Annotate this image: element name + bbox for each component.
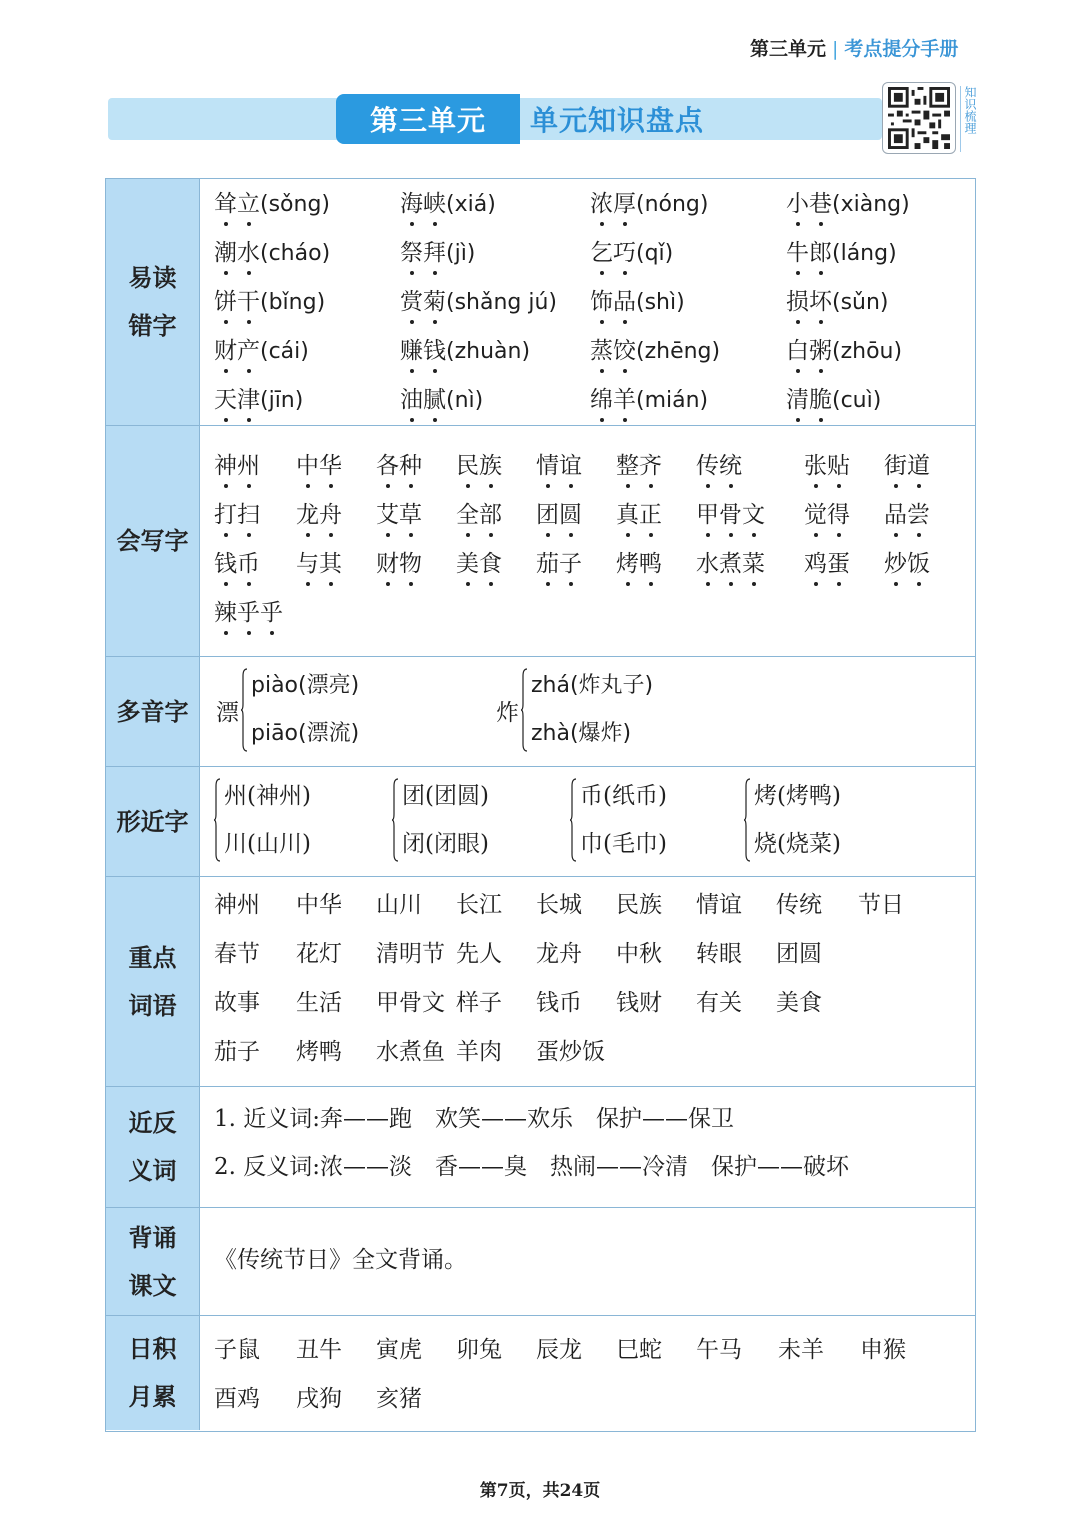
- term: 中华: [296, 892, 342, 918]
- term: [804, 491, 850, 539]
- label-line: 易读: [128, 264, 177, 292]
- term-text: 小巷(xiàng): [786, 191, 910, 217]
- section-beisong: [106, 1208, 975, 1316]
- term-text: 蒸饺(zhēng): [590, 338, 720, 364]
- similar-char: 川(山川): [224, 831, 311, 857]
- section-rijiyuelei: [106, 1316, 975, 1430]
- section-xingjin: [106, 767, 975, 877]
- term-text: 潮水(cháo): [214, 240, 330, 266]
- term-text: 赏菊(shǎng jú): [400, 289, 557, 315]
- recite-text: 《传统节日》全文背诵。: [214, 1247, 467, 1273]
- term: [536, 442, 582, 490]
- term: 有关: [696, 990, 742, 1016]
- huixie-content: [200, 426, 975, 656]
- term: [590, 376, 708, 424]
- term: 民族: [616, 892, 662, 918]
- term: [786, 180, 910, 228]
- similar-char: 币(纸币): [580, 783, 667, 809]
- label-line: 形近字: [116, 807, 189, 836]
- term: [590, 180, 708, 228]
- term-text: 情谊: [536, 453, 582, 479]
- term: [400, 229, 475, 277]
- header-separator: |: [832, 38, 839, 60]
- duoyin-content: [200, 657, 975, 766]
- term: 情谊: [696, 892, 742, 918]
- term-text: 水煮菜: [696, 551, 765, 577]
- beisong-content: [200, 1208, 975, 1315]
- term: 样子: [456, 990, 502, 1016]
- term: 甲骨文: [376, 990, 445, 1016]
- term-text: 打扫: [214, 502, 260, 528]
- term-text: 张贴: [804, 453, 850, 479]
- term: [400, 278, 557, 326]
- term-text: 街道: [884, 453, 930, 479]
- term: 卯兔: [456, 1337, 502, 1363]
- section-label: [106, 1087, 200, 1207]
- handbook-title: 考点提分手册: [844, 38, 959, 60]
- term: 辰龙: [536, 1337, 582, 1363]
- reading: piào(漂亮): [251, 673, 360, 698]
- reading: zhà(爆炸): [531, 721, 632, 746]
- label-line: 多音字: [116, 697, 189, 726]
- term: 团圆: [776, 941, 822, 967]
- term: [590, 327, 720, 375]
- label-line: 近反: [128, 1109, 177, 1137]
- similar-char-group: [214, 771, 311, 869]
- term: 生活: [296, 990, 342, 1016]
- term: 长城: [536, 892, 582, 918]
- term-text: 中华: [296, 453, 342, 479]
- term: 未羊: [778, 1337, 824, 1363]
- term: 茄子: [214, 1039, 260, 1065]
- term: 花灯: [296, 941, 342, 967]
- brace-icon: [570, 778, 577, 862]
- term-text: 饰品(shì): [590, 289, 685, 315]
- section-jinfan: [106, 1087, 975, 1208]
- term: 美食: [776, 990, 822, 1016]
- term: [616, 540, 662, 588]
- term: [296, 491, 342, 539]
- term-text: 牛郎(láng): [786, 240, 897, 266]
- label-line: 会写字: [116, 527, 189, 555]
- label-line: 背诵: [128, 1223, 177, 1252]
- term-text: 祭拜(jì): [400, 240, 475, 266]
- term: [456, 442, 502, 490]
- term-text: 饼干(bǐng): [214, 289, 325, 315]
- term: 节日: [858, 892, 904, 918]
- term: [696, 442, 742, 490]
- similar-char: 巾(毛巾): [580, 831, 667, 857]
- term: 钱币: [536, 990, 582, 1016]
- term-text: 艾草: [376, 502, 422, 528]
- term: [214, 491, 260, 539]
- term: 水煮鱼: [376, 1039, 445, 1065]
- qr-label: 知识梳理: [960, 86, 977, 152]
- yidu-content: [200, 179, 975, 425]
- label-line: 课文: [128, 1271, 177, 1300]
- label-line: 月累: [128, 1383, 177, 1411]
- term: 先人: [456, 941, 502, 967]
- term: [400, 327, 530, 375]
- term: [456, 491, 502, 539]
- term: [400, 180, 496, 228]
- term-text: 龙舟: [296, 502, 342, 528]
- term-text: 炒饭: [884, 551, 930, 577]
- term: 蛋炒饭: [536, 1039, 605, 1065]
- section-label: [106, 426, 200, 656]
- term-text: 损坏(sǔn): [786, 289, 889, 315]
- term: [884, 491, 930, 539]
- polyphone-char: 漂: [216, 699, 239, 726]
- term: [214, 278, 325, 326]
- term: 寅虎: [376, 1337, 422, 1363]
- polyphone-group: [216, 661, 359, 759]
- reading: zhá(炸丸子): [531, 673, 654, 698]
- synonym-line: 1. 近义词:奔——跑 欢笑——欢乐 保护——保卫: [214, 1106, 735, 1132]
- term: 戌狗: [296, 1386, 342, 1412]
- label-line: 错字: [128, 312, 177, 340]
- term-text: 赚钱(zhuàn): [400, 338, 530, 364]
- brace-icon: [214, 778, 221, 862]
- term: 春节: [214, 941, 260, 967]
- section-label: [106, 179, 200, 425]
- term: 传统: [776, 892, 822, 918]
- term: [456, 540, 502, 588]
- term-text: 鸡蛋: [804, 551, 850, 577]
- section-yidu: [106, 179, 975, 426]
- term: [590, 229, 673, 277]
- polyphone-group: [496, 661, 653, 759]
- section-huixie: [106, 426, 975, 657]
- similar-char: 烤(烤鸭): [754, 783, 841, 809]
- term-text: 耸立(sǒng): [214, 191, 330, 217]
- similar-char-group: [570, 771, 667, 869]
- polyphone-char: 炸: [496, 699, 519, 726]
- qr-code-icon[interactable]: [882, 82, 956, 154]
- term: 钱财: [616, 990, 662, 1016]
- term: [214, 180, 330, 228]
- term-text: 与其: [296, 551, 342, 577]
- brace-icon: [744, 778, 751, 862]
- term: 申猴: [860, 1337, 906, 1363]
- term: [696, 540, 765, 588]
- term-text: 财产(cái): [214, 338, 309, 364]
- term-text: 清脆(cuì): [786, 387, 881, 413]
- term: 清明节: [376, 941, 445, 967]
- term-text: 茄子: [536, 551, 582, 577]
- term: 故事: [214, 990, 260, 1016]
- term: [804, 442, 850, 490]
- term-text: 油腻(nì): [400, 387, 483, 413]
- term: 烤鸭: [296, 1039, 342, 1065]
- similar-char-group: [392, 771, 489, 869]
- term: [376, 491, 422, 539]
- section-label: [106, 767, 200, 876]
- rijiyuelei-content: [200, 1316, 975, 1430]
- term-text: 全部: [456, 502, 502, 528]
- term: 子鼠: [214, 1337, 260, 1363]
- term-text: 品尝: [884, 502, 930, 528]
- term: [884, 540, 930, 588]
- jinfan-content: [200, 1087, 975, 1207]
- term: 丑牛: [296, 1337, 342, 1363]
- similar-char: 团(团圆): [402, 783, 489, 809]
- term-text: 乞巧(qǐ): [590, 240, 673, 266]
- term-text: 传统: [696, 453, 742, 479]
- knowledge-table: [105, 178, 976, 1432]
- term-text: 辣乎乎: [214, 600, 283, 626]
- term: [804, 540, 850, 588]
- term: [536, 491, 582, 539]
- label-line: 重点: [128, 943, 177, 972]
- unit-title: 第三单元: [750, 38, 827, 60]
- term: [590, 278, 685, 326]
- term: 羊肉: [456, 1039, 502, 1065]
- banner-unit: 第三单元: [336, 94, 520, 144]
- similar-char: 州(神州): [224, 783, 311, 809]
- term: [696, 491, 765, 539]
- term-text: 绵羊(mián): [590, 387, 708, 413]
- term: 山川: [376, 892, 422, 918]
- section-label: [106, 1208, 200, 1315]
- section-zhongdian: [106, 877, 975, 1087]
- zhongdian-content: [200, 877, 975, 1086]
- polyphone-readings: [531, 662, 653, 758]
- term: [376, 540, 422, 588]
- similar-char: 烧(烧菜): [754, 831, 841, 857]
- section-duoyin: [106, 657, 975, 767]
- brace-icon: [392, 778, 399, 862]
- similar-char: 闭(闭眼): [402, 831, 489, 857]
- term: [616, 442, 662, 490]
- term: [376, 442, 422, 490]
- polyphone-readings: [251, 662, 359, 758]
- term: [296, 540, 342, 588]
- brace-icon: [521, 668, 528, 752]
- term: [296, 442, 342, 490]
- term-text: 觉得: [804, 502, 850, 528]
- label-line: 词语: [128, 991, 177, 1020]
- section-label: [106, 877, 200, 1086]
- term: [884, 442, 930, 490]
- term-text: 白粥(zhōu): [786, 338, 902, 364]
- xingjin-content: [200, 767, 975, 876]
- term-text: 整齐: [616, 453, 662, 479]
- term-text: 美食: [456, 551, 502, 577]
- term: 长江: [456, 892, 502, 918]
- term-text: 团圆: [536, 502, 582, 528]
- term-text: 天津(jīn): [214, 387, 303, 413]
- label-line: 日积: [128, 1335, 177, 1363]
- section-label: [106, 657, 200, 766]
- term: [214, 229, 330, 277]
- term-text: 烤鸭: [616, 551, 662, 577]
- term: [214, 376, 303, 424]
- term: [214, 442, 260, 490]
- handbook-header: [750, 34, 958, 61]
- banner-title: 单元知识盘点: [530, 104, 705, 137]
- term: [214, 327, 309, 375]
- similar-char-group: [744, 771, 841, 869]
- term-text: 海峡(xiá): [400, 191, 496, 217]
- term-text: 甲骨文: [696, 502, 765, 528]
- term-text: 财物: [376, 551, 422, 577]
- term: [536, 540, 582, 588]
- term-text: 神州: [214, 453, 260, 479]
- term: [786, 376, 881, 424]
- term: [786, 278, 889, 326]
- term: [786, 327, 902, 375]
- brace-icon: [241, 668, 248, 752]
- term: 巳蛇: [616, 1337, 662, 1363]
- term-text: 民族: [456, 453, 502, 479]
- qr-code-graphic: [887, 87, 951, 149]
- term: 午马: [696, 1337, 742, 1363]
- section-label: [106, 1316, 200, 1430]
- term-text: 各种: [376, 453, 422, 479]
- term: [214, 589, 283, 637]
- label-line: 义词: [128, 1157, 177, 1185]
- term: 酉鸡: [214, 1386, 260, 1412]
- term: [214, 540, 260, 588]
- term: [786, 229, 897, 277]
- page-number: 第7页，共24页: [479, 1481, 601, 1501]
- reading: piāo(漂流): [251, 721, 360, 746]
- term: 龙舟: [536, 941, 582, 967]
- antonym-line: 2. 反义词:浓——淡 香——臭 热闹——冷清 保护——破坏: [214, 1154, 850, 1180]
- term: 神州: [214, 892, 260, 918]
- term: 中秋: [616, 941, 662, 967]
- term: [616, 491, 662, 539]
- term: [400, 376, 483, 424]
- term-text: 浓厚(nóng): [590, 191, 708, 217]
- term: 亥猪: [376, 1386, 422, 1412]
- term: 转眼: [696, 941, 742, 967]
- term-text: 真正: [616, 502, 662, 528]
- term-text: 钱币: [214, 551, 260, 577]
